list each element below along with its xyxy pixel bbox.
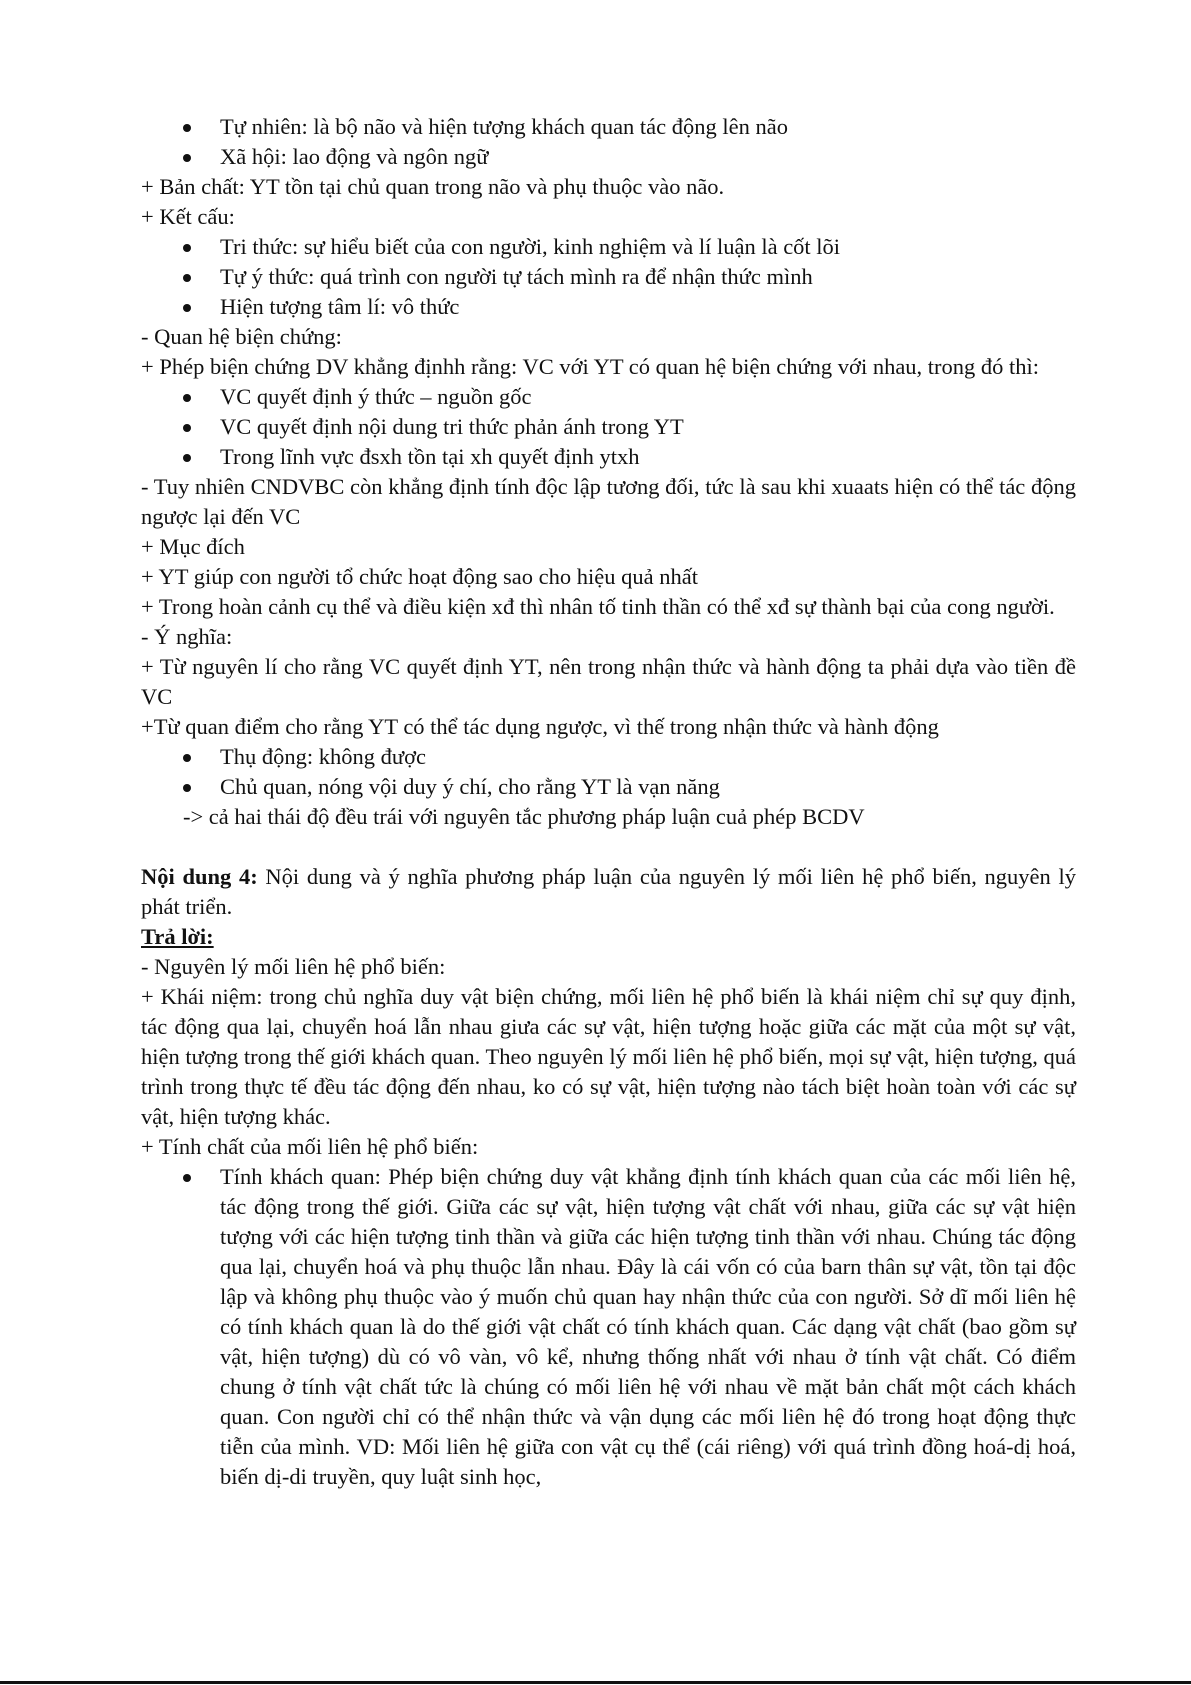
bullet-list-dialectic	[141, 382, 1076, 472]
page-content	[141, 112, 1076, 1492]
section-4-question: Nội dung và ý nghĩa phương pháp luận của nguyên lý mối liên hệ phổ biến, nguyên lý phát triển.	[141, 864, 1076, 919]
answer-label: Trả lời:	[141, 924, 214, 949]
list-item: Chủ quan, nóng vội duy ý chí, cho rằng YT là vạn năng	[141, 772, 1076, 802]
paragraph-trong-hoan-canh: + Trong hoàn cảnh cụ thể và điều kiện xđ thì nhân tố tinh thần có thể xđ sự thành bại của cong người.	[141, 594, 1055, 619]
list-item: VC quyết định ý thức – nguồn gốc	[141, 382, 1076, 412]
page-bottom-divider	[0, 1681, 1191, 1684]
paragraph-nguyen-ly: - Nguyên lý mối liên hệ phổ biến:	[141, 954, 446, 979]
list-item: Thụ động: không được	[141, 742, 1076, 772]
answer-heading	[141, 922, 1076, 952]
paragraph-ket-cau: + Kết cấu:	[141, 204, 235, 229]
paragraph-ban-chat: + Bản chất: YT tồn tại chủ quan trong não và phụ thuộc vào não.	[141, 174, 725, 199]
paragraph-quan-he: - Quan hệ biện chứng:	[141, 324, 342, 349]
paragraph-phep-bien-chung: + Phép biện chứng DV khẳng địnhh rằng: VC với YT có quan hệ biện chứng với nhau, trong đó thì:	[141, 354, 1040, 379]
list-item: Tự nhiên: là bộ não và hiện tượng khách quan tác động lên não	[141, 112, 1076, 142]
paragraph-yt-giup: + YT giúp con người tổ chức hoạt động sao cho hiệu quả nhất	[141, 564, 698, 589]
paragraph-tu-nguyen-li: + Từ nguyên lí cho rằng VC quyết định YT, nên trong nhận thức và hành động ta phải dựa vào tiền đề VC	[141, 654, 1076, 709]
bullet-list-origin	[141, 112, 1076, 172]
bullet-list-properties	[141, 1162, 1076, 1492]
paragraph-tu-quan-diem: +Từ quan điểm cho rằng YT có thể tác dụng ngược, vì thế trong nhận thức và hành động	[141, 714, 939, 739]
paragraph-y-nghia: - Ý nghĩa:	[141, 624, 233, 649]
paragraph-tinh-chat: + Tính chất của mối liên hệ phổ biến:	[141, 1134, 479, 1159]
list-item: Trong lĩnh vực đsxh tồn tại xh quyết định ytxh	[141, 442, 1076, 472]
section-spacer	[141, 832, 1076, 862]
paragraph-tuy-nhien: - Tuy nhiên CNDVBC còn khẳng định tính độc lập tương đối, tức là sau khi xuaats hiện có thể tác động ngược lại đến VC	[141, 474, 1076, 529]
list-item: Xã hội: lao động và ngôn ngữ	[141, 142, 1076, 172]
list-item: Hiện tượng tâm lí: vô thức	[141, 292, 1076, 322]
bullet-list-attitudes	[141, 742, 1076, 802]
paragraph-khai-niem: + Khái niệm: trong chủ nghĩa duy vật biện chứng, mối liên hệ phổ biến là khái niệm chỉ sự quy định, tác động qua lại, chuyển hoá lẫn nhau giưa các sự vật, hiện tượng hoặc giữa các mặt của một sự vật, hiện tượng trong thế giới khách quan. Theo nguyên lý mối liên hệ phổ biến, mọi sự vật, hiện tượng, quá trình trong thực tế đều tác động đến nhau, ko có sự vật, hiện tượng nào tách biệt hoàn toàn với các sự vật, hiện tượng khác.	[141, 984, 1076, 1129]
conclusion-arrow-line: -> cả hai thái độ đều trái với nguyên tắc phương pháp luận cuả phép BCDV	[183, 804, 865, 829]
list-item: Tri thức: sự hiểu biết của con người, kinh nghiệm và lí luận là cốt lõi	[141, 232, 1076, 262]
list-item: Tính khách quan: Phép biện chứng duy vật khẳng định tính khách quan của các mối liên hệ, tác động trong thế giới. Giữa các sự vật, hiện tượng vật chất với nhau, giữa các sự vật hiện tượng với các hiện tượng tinh thần và giữa các hiện tượng tinh thần với nhau. Chúng tác động qua lại, chuyển hoá và phụ thuộc lẫn nhau. Đây là cái vốn có của barn thân sự vật, tồn tại độc lập và không phụ thuộc vào ý muốn chủ quan hay nhận thức của con người. Sở dĩ mối liên hệ có tính khách quan là do thế giới vật chất có tính khách quan. Các dạng vật chất (bao gồm sự vật, hiện tượng) dù có vô vàn, vô kể, nhưng thống nhất với nhau ở tính vật chất. Có điểm chung ở tính vật chất tức là chúng có mối liên hệ với nhau về mặt bản chất một cách khách quan. Con người chỉ có thể nhận thức và vận dụng các mối liên hệ đó trong hoạt động thực tiễn của mình. VD: Mối liên hệ giữa con vật cụ thể (cái riêng) với quá trình đồng hoá-dị hoá, biến dị-di truyền, quy luật sinh học,	[141, 1162, 1076, 1492]
paragraph-muc-dich: + Mục đích	[141, 534, 245, 559]
list-item: Tự ý thức: quá trình con người tự tách mình ra để nhận thức mình	[141, 262, 1076, 292]
list-item: VC quyết định nội dung tri thức phản ánh trong YT	[141, 412, 1076, 442]
section-4-label: Nội dung 4:	[141, 864, 258, 889]
section-4-heading	[141, 862, 1076, 922]
bullet-list-structure	[141, 232, 1076, 322]
